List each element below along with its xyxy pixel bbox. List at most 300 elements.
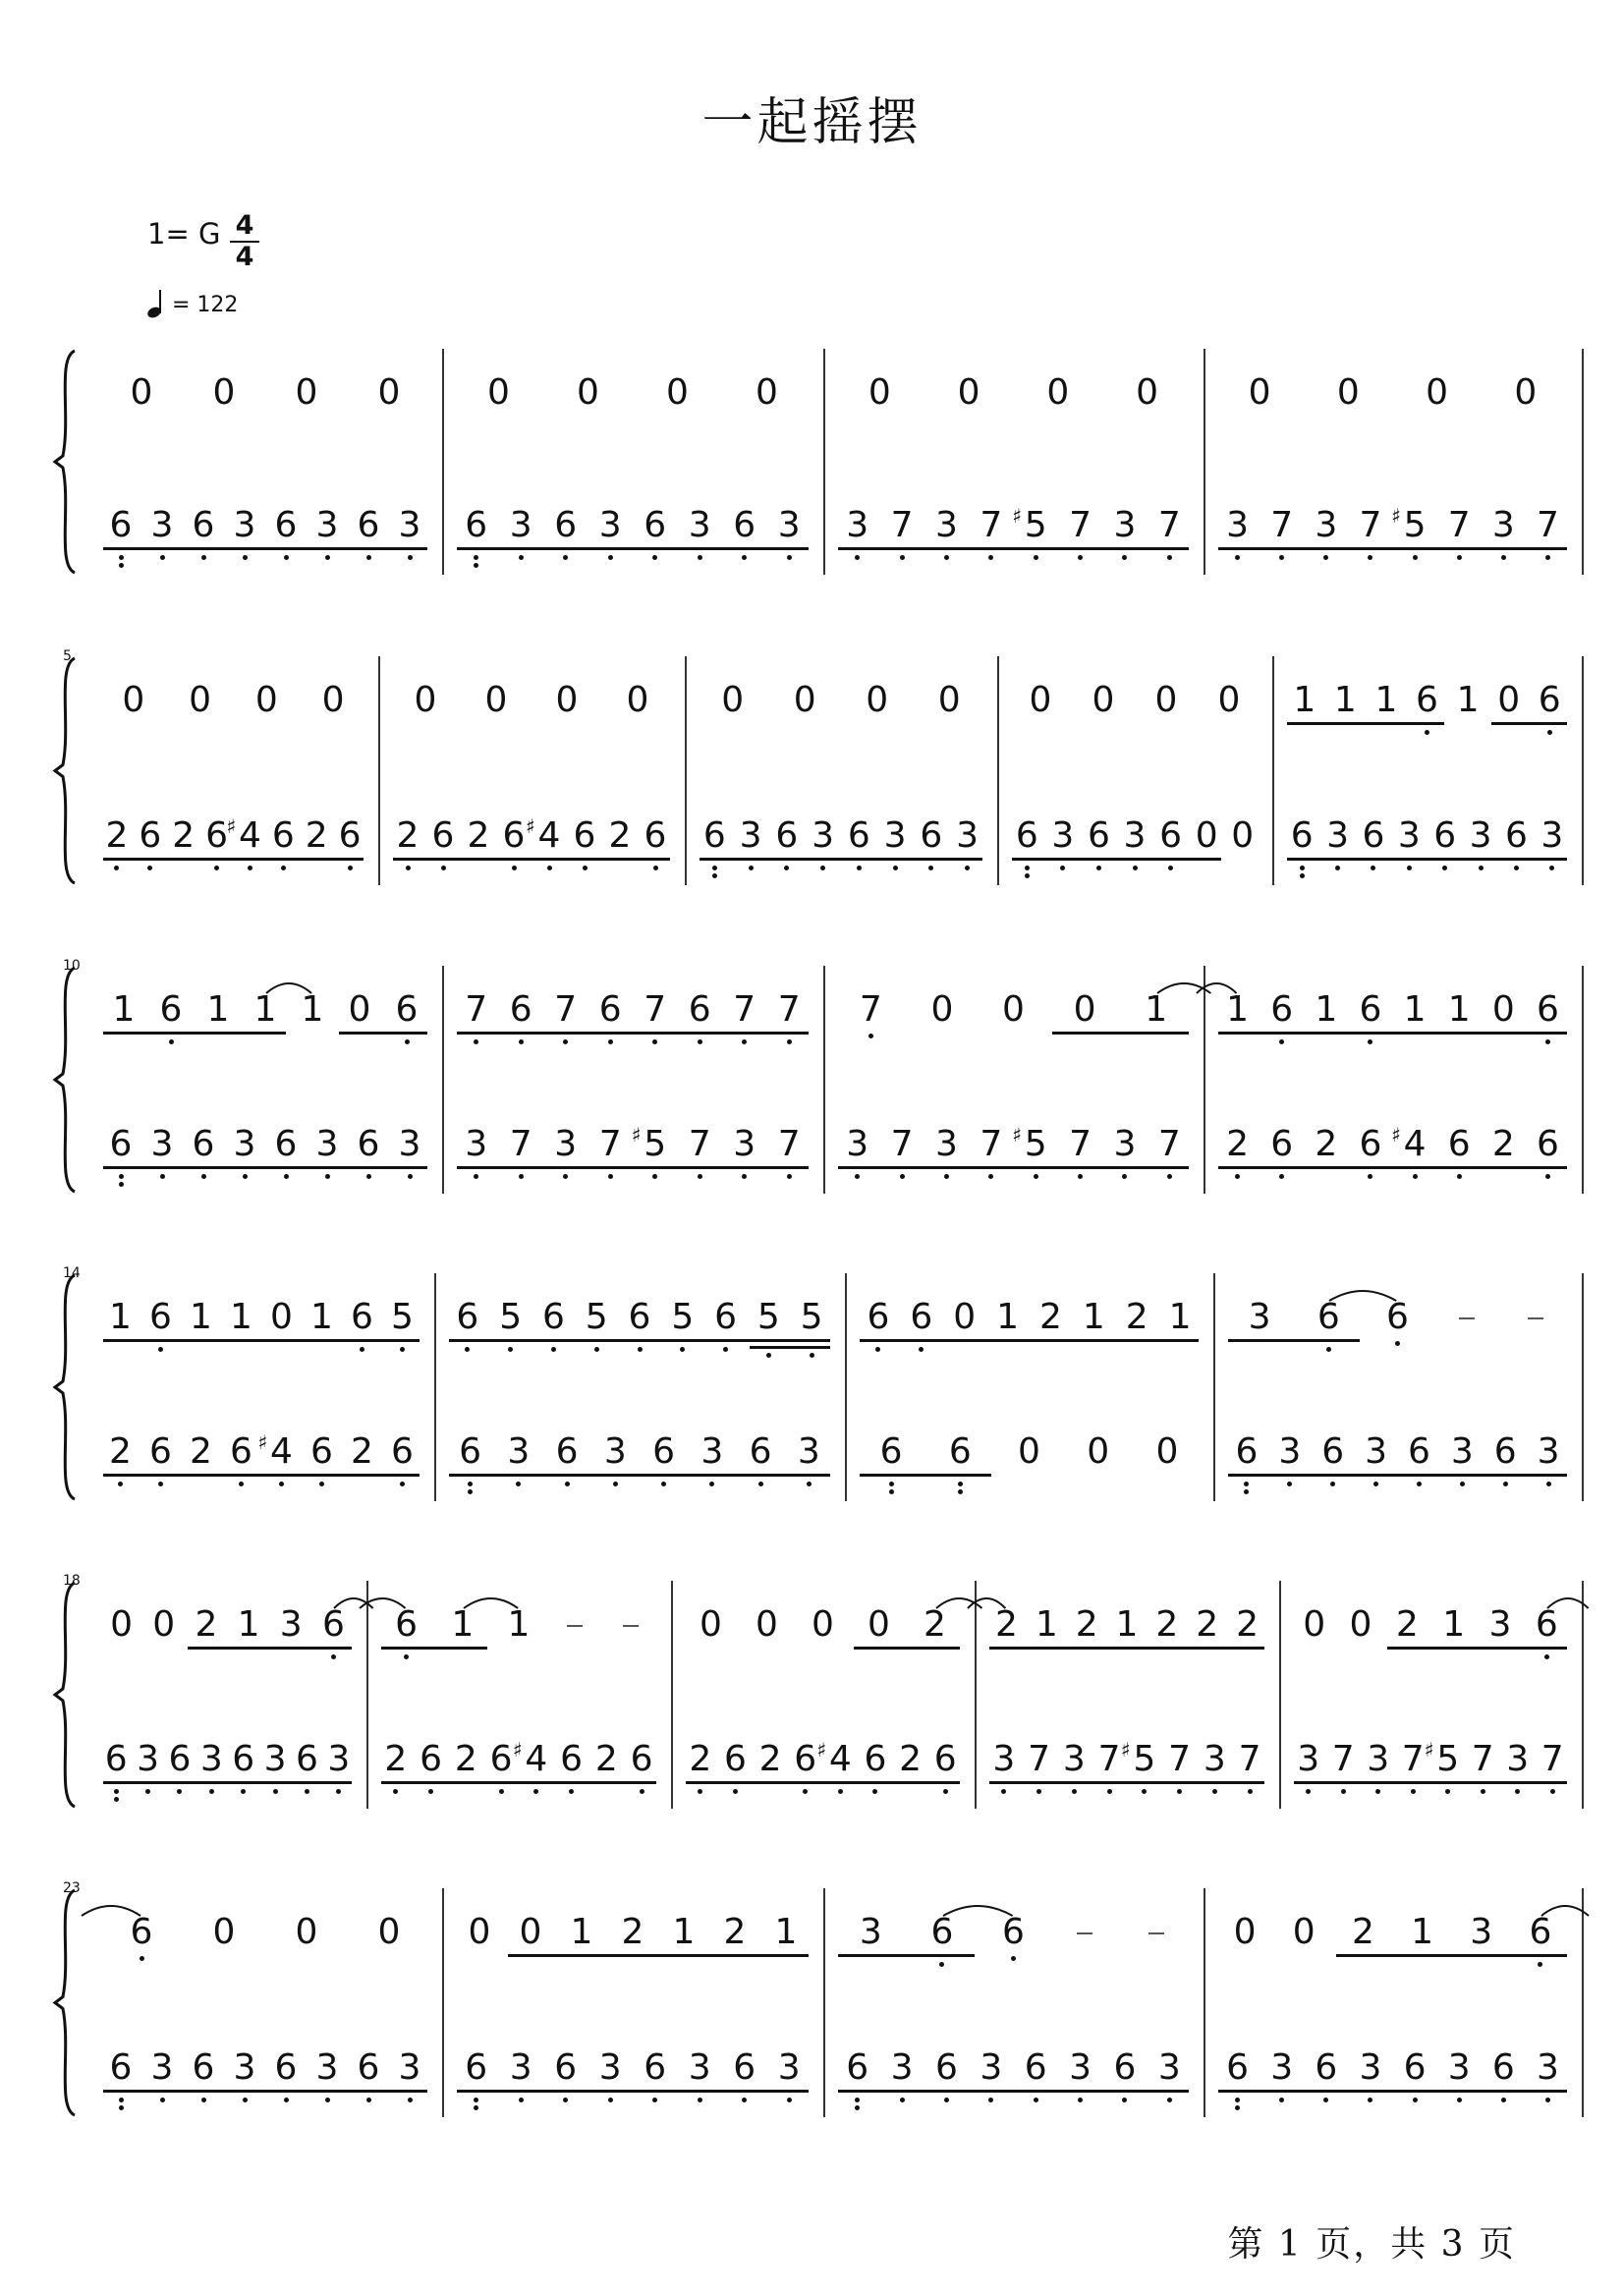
- left-hand-octave-dot: [281, 866, 286, 870]
- note-digit: 1: [301, 989, 324, 1030]
- left-hand-note: [1318, 814, 1358, 858]
- left-hand-octave-dot: [1167, 1174, 1172, 1179]
- right-hand-octave-dot: [1425, 730, 1429, 735]
- left-hand-note: [804, 814, 843, 858]
- left-hand-octave-dot: [408, 1174, 413, 1179]
- left-hand-octave-dot: [787, 1174, 792, 1179]
- left-hand-octave-dot: [565, 1482, 570, 1486]
- left-hand-octave-dot: [1300, 873, 1305, 878]
- tempo-value: = 122: [172, 293, 239, 317]
- left-hand-note: [101, 504, 140, 547]
- right-hand-note: [1295, 1603, 1334, 1647]
- note-digit: 3: [1270, 2047, 1294, 2088]
- right-hand-beam-line: [1387, 1647, 1567, 1650]
- note-digit: 3: [398, 2047, 421, 2088]
- tie-arc: [1196, 979, 1238, 994]
- left-hand-note: [225, 504, 264, 547]
- note-digit: 6: [1538, 680, 1561, 720]
- note-digit: 2: [1196, 1604, 1219, 1645]
- note-digit: 6: [1536, 989, 1559, 1030]
- left-hand-octave-dot: [279, 1482, 284, 1486]
- left-hand-beam-line: [860, 1474, 991, 1477]
- right-hand-note: [181, 679, 220, 722]
- note-digit: 3: [777, 2047, 801, 2088]
- note-digit: 6: [864, 1739, 887, 1779]
- left-hand-octave-dot: [201, 2098, 206, 2102]
- right-hand-note: [562, 1911, 601, 1954]
- right-hand-note: [1284, 1911, 1323, 1954]
- left-hand-note: [926, 504, 966, 547]
- left-hand-beam-line: [457, 547, 809, 550]
- left-hand-note: [501, 1123, 540, 1166]
- note-digit: 3: [398, 1124, 421, 1164]
- left-hand-note: [1149, 2046, 1189, 2090]
- left-hand-note: [838, 1123, 877, 1166]
- note-digit: 0: [1233, 1912, 1257, 1952]
- note-digit: 2: [1075, 1604, 1098, 1645]
- left-hand-note: [636, 504, 675, 547]
- sharp-icon: ♯: [512, 1738, 523, 1762]
- left-hand-beam-line: [838, 2090, 1189, 2093]
- left-hand-octave-dot: [284, 1174, 289, 1179]
- note-digit: 6: [192, 1124, 215, 1164]
- note-digit: 6: [420, 1739, 443, 1779]
- barline: [823, 349, 825, 575]
- left-hand-beam-line: [838, 547, 1189, 550]
- note-digit: 2: [454, 1739, 477, 1779]
- left-hand-octave-dot: [512, 866, 517, 870]
- left-hand-note: [222, 1430, 261, 1474]
- note-digit: 0: [152, 1604, 176, 1645]
- left-hand-note: [390, 2046, 429, 2090]
- time-signature-bottom: 4: [235, 242, 254, 272]
- note-digit: 3: [1113, 1124, 1137, 1164]
- right-hand-note: [406, 679, 445, 722]
- right-hand-note: [1038, 371, 1078, 415]
- left-hand-octave-dot: [533, 1789, 538, 1794]
- right-hand-note: [1148, 1603, 1187, 1647]
- left-hand-note: [622, 1738, 661, 1781]
- left-hand-octave-dot: [1078, 555, 1083, 560]
- left-hand-octave-dot: [160, 555, 165, 560]
- left-hand-note: [1463, 1738, 1502, 1781]
- right-hand-beam-line: [1052, 1032, 1189, 1035]
- left-hand-octave-dot: [1287, 1482, 1292, 1486]
- note-digit: 0: [1002, 989, 1025, 1030]
- note-digit: 6: [357, 1124, 380, 1164]
- right-hand-note: [1307, 988, 1346, 1032]
- note-digit: 6: [1359, 989, 1382, 1030]
- right-hand-beam-line: [381, 1647, 487, 1650]
- left-hand-note: [1484, 2046, 1523, 2090]
- note-digit: 2: [1125, 1297, 1148, 1337]
- left-hand-note: [552, 1738, 591, 1781]
- left-hand-octave-dot: [406, 866, 411, 870]
- left-hand-octave-dot: [1078, 1174, 1083, 1179]
- right-hand-note: [122, 371, 161, 415]
- note-digit: 4: [270, 1431, 293, 1472]
- left-hand-octave-dot: [499, 1789, 504, 1794]
- left-hand-note: [1351, 504, 1390, 547]
- note-digit: 3: [812, 815, 835, 856]
- right-hand-note: [293, 988, 332, 1032]
- left-hand-beam-line: [1287, 858, 1567, 861]
- note-digit: 6: [109, 505, 133, 545]
- right-hand-note: [1285, 679, 1324, 722]
- sharp-icon: ♯: [526, 814, 535, 838]
- left-hand-note: [101, 1123, 140, 1166]
- left-hand-octave-dot: [119, 563, 124, 568]
- left-hand-octave-dot: [661, 1482, 666, 1486]
- note-digit: 6: [509, 989, 532, 1030]
- note-digit: 6: [644, 815, 667, 856]
- right-hand-beam-line: [103, 1032, 286, 1035]
- right-hand-note: [151, 988, 191, 1032]
- note-digit: 1: [672, 1912, 696, 1952]
- note-digit: 3: [846, 505, 869, 545]
- left-hand-octave-dot: [336, 1789, 341, 1794]
- note-digit: 1: [996, 1297, 1020, 1337]
- barline: [366, 1581, 368, 1809]
- left-hand-note: [838, 2046, 877, 2090]
- note-digit: 0: [484, 680, 508, 720]
- note-digit: 3: [1367, 1739, 1390, 1779]
- right-hand-note: [287, 371, 326, 415]
- right-hand-note: [387, 1603, 426, 1647]
- right-hand-note: [1439, 988, 1479, 1032]
- right-hand-octave-dot: [508, 1347, 513, 1352]
- left-hand-note: [1105, 504, 1145, 547]
- left-hand-note: [343, 1430, 382, 1474]
- left-hand-octave-dot: [177, 1789, 182, 1794]
- left-hand-note: [816, 1738, 860, 1781]
- note-digit: 7: [777, 989, 801, 1030]
- note-digit: 6: [232, 1739, 255, 1779]
- note-digit: 6: [749, 1431, 772, 1472]
- right-hand-note: [448, 1296, 487, 1339]
- sharp-icon: ♯: [1012, 504, 1022, 528]
- note-digit: 5: [1436, 1739, 1460, 1779]
- right-hand-note: [860, 371, 899, 415]
- left-hand-octave-dot: [1306, 1789, 1311, 1794]
- left-hand-octave-dot: [160, 2098, 165, 2102]
- right-hand-octave-dot: [519, 1039, 524, 1044]
- note-digit: 6: [1407, 1431, 1430, 1472]
- barline: [1582, 656, 1584, 885]
- right-hand-octave-dot: [787, 1039, 792, 1044]
- note-digit: 6: [794, 1739, 817, 1779]
- note-digit: 7: [890, 505, 914, 545]
- left-hand-octave-dot: [214, 866, 219, 870]
- right-hand-beam-line: [508, 1954, 809, 1957]
- note-digit: 2: [305, 815, 328, 856]
- note-digit: 3: [465, 1124, 488, 1164]
- note-digit: 0: [1231, 815, 1255, 856]
- left-hand-note: [257, 1430, 302, 1474]
- left-hand-note: [349, 2046, 388, 2090]
- right-hand-note: [706, 1296, 746, 1339]
- right-hand-note: [785, 679, 824, 722]
- right-hand-note: [313, 679, 353, 722]
- note-digit: 0: [1303, 1604, 1326, 1645]
- note-digit: 6: [391, 1431, 414, 1472]
- note-digit: 6: [934, 2047, 958, 2088]
- left-hand-note: [1439, 504, 1479, 547]
- right-hand-note: [443, 1603, 482, 1647]
- right-hand-sustain-dash: [1528, 1317, 1543, 1319]
- note-digit: 6: [1504, 815, 1528, 856]
- left-hand-note: [856, 1738, 895, 1781]
- right-hand-note: [383, 1296, 422, 1339]
- left-hand-beam-line: [381, 1781, 656, 1784]
- left-hand-note: [1007, 814, 1046, 858]
- note-digit: 6: [109, 2047, 133, 2088]
- time-signature-top: 4: [230, 211, 259, 243]
- left-hand-note: [1218, 1123, 1258, 1166]
- left-hand-note: [1395, 2046, 1434, 2090]
- left-hand-octave-dot: [145, 1789, 150, 1794]
- left-hand-octave-dot: [519, 555, 524, 560]
- note-digit: 6: [271, 815, 295, 856]
- note-digit: 6: [395, 989, 419, 1030]
- note-digit: 7: [1238, 1739, 1261, 1779]
- right-hand-note: [1160, 1296, 1200, 1339]
- left-hand-beam-line: [103, 1166, 427, 1169]
- right-hand-octave-dot: [652, 1039, 657, 1044]
- right-hand-octave-dot: [1011, 1956, 1016, 1961]
- right-hand-note: [748, 371, 787, 415]
- left-hand-octave-dot: [943, 1789, 948, 1794]
- left-hand-note: [925, 1738, 965, 1781]
- left-hand-octave-dot: [474, 563, 478, 568]
- note-digit: 6: [351, 1297, 373, 1337]
- note-digit: 6: [1491, 2047, 1515, 2088]
- right-hand-note: [546, 988, 586, 1032]
- right-hand-note: [222, 1296, 261, 1339]
- right-hand-note: [457, 988, 496, 1032]
- left-hand-octave-dot: [563, 2098, 568, 2102]
- left-hand-note: [547, 1430, 587, 1474]
- left-hand-note: [871, 1430, 911, 1474]
- left-hand-note: [388, 814, 427, 858]
- right-hand-beam-line: [860, 1339, 1199, 1342]
- note-digit: 2: [195, 1604, 218, 1645]
- right-hand-octave-dot: [140, 1956, 144, 1961]
- left-hand-note: [972, 1123, 1011, 1166]
- note-digit: 0: [122, 680, 145, 720]
- note-digit: 2: [1315, 1124, 1338, 1164]
- left-hand-note: [769, 504, 809, 547]
- note-digit: 6: [775, 815, 799, 856]
- left-hand-note: [501, 504, 540, 547]
- left-hand-note: [636, 814, 675, 858]
- right-hand-octave-dot: [1547, 730, 1552, 735]
- note-digit: 3: [883, 815, 907, 856]
- right-hand-beam-line: [457, 1032, 809, 1035]
- left-hand-note: [1461, 814, 1500, 858]
- left-hand-octave-dot: [893, 866, 898, 870]
- grand-staff-brace: [51, 1888, 81, 2117]
- left-hand-note: [1120, 1738, 1164, 1781]
- left-hand-note: [1528, 1123, 1567, 1166]
- left-hand-octave-dot: [712, 866, 717, 870]
- right-hand-note: [499, 1603, 538, 1647]
- left-hand-octave-dot: [1413, 2098, 1418, 2102]
- right-hand-note: [994, 988, 1034, 1032]
- note-digit: 6: [489, 1739, 513, 1779]
- note-digit: 1: [1115, 1604, 1139, 1645]
- left-hand-octave-dot: [698, 1174, 702, 1179]
- left-hand-note: [1528, 2046, 1567, 2090]
- note-digit: 6: [688, 989, 711, 1030]
- right-hand-sustain-dash: [623, 1625, 639, 1627]
- note-digit: 6: [502, 815, 526, 856]
- left-hand-beam-line: [989, 1781, 1264, 1784]
- left-hand-octave-dot: [241, 1789, 246, 1794]
- page-title: 一起摇摆: [701, 93, 923, 152]
- note-digit: 2: [172, 815, 196, 856]
- barline: [997, 656, 999, 885]
- note-digit: 6: [555, 1431, 579, 1472]
- left-hand-note: [1323, 1738, 1363, 1781]
- left-hand-octave-dot: [1072, 1789, 1077, 1794]
- note-digit: 3: [1488, 1604, 1512, 1645]
- left-hand-note: [1223, 814, 1262, 858]
- note-digit: 3: [315, 2047, 339, 2088]
- note-digit: 2: [689, 1739, 712, 1779]
- note-digit: 6: [541, 1297, 565, 1337]
- note-digit: 6: [1433, 815, 1457, 856]
- right-hand-octave-dot: [1326, 1347, 1331, 1352]
- right-hand-note: [1489, 679, 1529, 722]
- right-hand-note: [104, 988, 143, 1032]
- right-hand-note: [569, 371, 608, 415]
- left-hand-octave-dot: [519, 1174, 524, 1179]
- barline: [1582, 966, 1584, 1194]
- right-hand-note: [1031, 1296, 1070, 1339]
- sharp-icon: ♯: [1424, 1738, 1434, 1762]
- sharp-icon: ♯: [631, 1123, 642, 1147]
- note-digit: 3: [263, 1739, 287, 1779]
- note-digit: 0: [756, 372, 778, 413]
- right-hand-note: [766, 1911, 806, 1954]
- left-hand-octave-dot: [698, 1789, 702, 1794]
- right-hand-beam-line: [1491, 722, 1567, 725]
- left-hand-octave-dot: [900, 1174, 905, 1179]
- note-digit: 3: [233, 505, 256, 545]
- right-hand-note: [986, 1603, 1026, 1647]
- left-hand-octave-dot: [1323, 555, 1328, 560]
- right-hand-note: [1262, 988, 1302, 1032]
- grand-staff-brace: [51, 349, 81, 575]
- note-digit: 6: [598, 989, 622, 1030]
- left-hand-octave-dot: [1514, 866, 1519, 870]
- note-digit: 0: [130, 372, 153, 413]
- note-digit: 6: [714, 1297, 737, 1337]
- left-hand-octave-dot: [1167, 2098, 1172, 2102]
- left-hand-note: [767, 814, 807, 858]
- left-hand-octave-dot: [1122, 2098, 1127, 2102]
- left-hand-octave-dot: [1457, 2098, 1462, 2102]
- note-digit: 6: [733, 2047, 756, 2088]
- left-hand-octave-dot: [1368, 1174, 1372, 1179]
- left-hand-octave-dot: [855, 555, 860, 560]
- note-digit: 6: [1321, 1431, 1345, 1472]
- left-hand-octave-dot: [742, 1174, 747, 1179]
- left-hand-octave-dot: [1001, 1789, 1006, 1794]
- note-digit: 1: [237, 1604, 260, 1645]
- barline: [442, 1888, 444, 2117]
- note-digit: 6: [139, 815, 162, 856]
- left-hand-note: [308, 1123, 347, 1166]
- left-hand-note: [636, 2046, 675, 2090]
- note-digit: 5: [1024, 1124, 1047, 1164]
- left-hand-note: [184, 2046, 223, 2090]
- left-hand-octave-dot: [563, 555, 568, 560]
- note-digit: 3: [1069, 2047, 1092, 2088]
- tie-arc: [967, 1594, 1006, 1609]
- grand-staff-brace: [51, 1581, 81, 1809]
- left-hand-octave-dot: [1545, 2098, 1550, 2102]
- left-hand-octave-dot: [1122, 555, 1127, 560]
- note-digit: 3: [398, 505, 421, 545]
- right-hand-note: [501, 988, 540, 1032]
- left-hand-note: [1270, 1430, 1310, 1474]
- left-hand-octave-dot: [787, 2098, 792, 2102]
- sharp-icon: ♯: [1391, 1123, 1401, 1147]
- left-hand-note: [725, 504, 764, 547]
- left-hand-octave-dot: [1457, 1174, 1462, 1179]
- note-digit: 6: [149, 1297, 172, 1337]
- right-hand-octave-dot: [465, 1347, 470, 1352]
- left-hand-octave-dot: [608, 2098, 613, 2102]
- sharp-icon: ♯: [1012, 1123, 1022, 1147]
- note-digit: 0: [487, 372, 510, 413]
- note-digit: 6: [1386, 1297, 1409, 1337]
- note-digit: 6: [1493, 1431, 1517, 1472]
- note-digit: 3: [846, 1124, 869, 1164]
- note-digit: 6: [1270, 1124, 1294, 1164]
- left-hand-note: [184, 1123, 223, 1166]
- left-hand-octave-dot: [474, 1174, 478, 1179]
- barline: [823, 966, 825, 1194]
- note-digit: 6: [573, 815, 596, 856]
- right-hand-note: [1484, 988, 1523, 1032]
- left-hand-octave-dot: [652, 1174, 657, 1179]
- right-hand-note: [1147, 679, 1186, 722]
- right-hand-sustain-dash: [1077, 1932, 1092, 1934]
- note-digit: 1: [109, 1297, 132, 1337]
- left-hand-octave-dot: [1096, 866, 1101, 870]
- note-digit: 6: [933, 1739, 957, 1779]
- left-hand-octave-dot: [652, 555, 657, 560]
- left-hand-octave-dot: [519, 2098, 524, 2102]
- right-hand-note: [1521, 1911, 1560, 1954]
- right-hand-note: [1403, 1911, 1442, 1954]
- note-digit: 6: [274, 1124, 298, 1164]
- left-hand-octave-dot: [119, 1174, 124, 1179]
- right-hand-octave-dot: [1545, 1039, 1550, 1044]
- left-hand-note: [501, 2046, 540, 2090]
- left-hand-note: [680, 2046, 719, 2090]
- right-hand-note: [533, 1296, 573, 1339]
- note-digit: 3: [1326, 815, 1350, 856]
- right-hand-note: [923, 988, 962, 1032]
- left-hand-note: [590, 504, 630, 547]
- right-hand-note: [1218, 988, 1258, 1032]
- left-hand-note: [457, 1123, 496, 1166]
- left-hand-octave-dot: [1335, 866, 1340, 870]
